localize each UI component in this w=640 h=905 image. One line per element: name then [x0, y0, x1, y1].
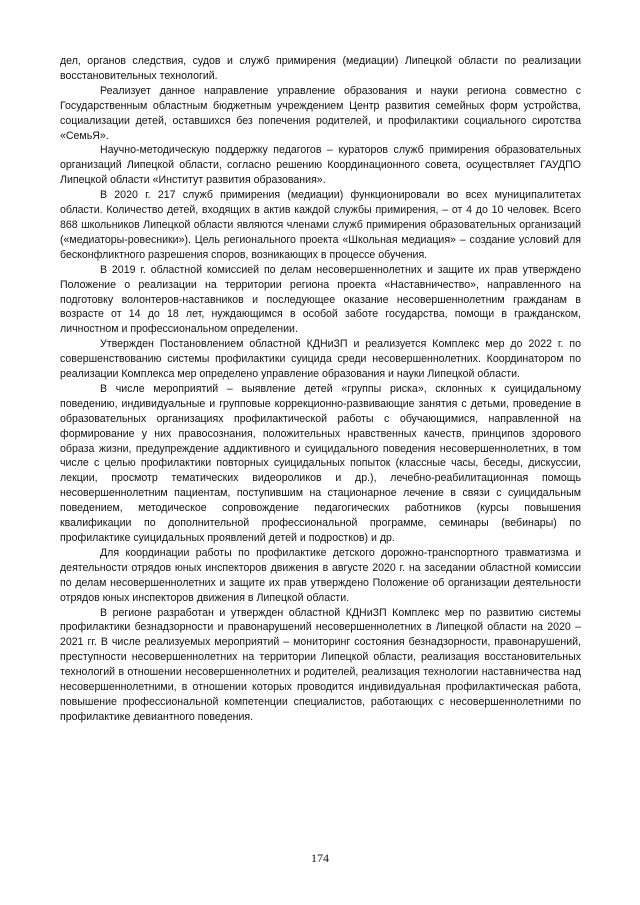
paragraph: В регионе разработан и утвержден областной КДНиЗП Комплекс мер по развитию системы профилактики безнадзорности и правонарушений несовершеннолетних в Липецкой области на 2020 – 2021 гг. В числе реализуемых мероприятий – мониторинг состояния безнадзорности, правонарушений, преступности несовершеннолетних на территории Липецкой области, реализация восстановительных технологий в отношении несовершеннолетних и родителей, реализация технологии наставничества над несовершеннолетними, в отношении которых проводится индивидуальная профилактическая работа, повышение профессиональной компетенции специалистов, работающих с несовершеннолетними по профилактике девиантного поведения.: [60, 606, 581, 723]
paragraph: В 2019 г. областной комиссией по делам несовершеннолетних и защите их прав утверждено Положение о реализации на территории региона проекта «Наставничество», направленного на подготовку волонтеров-наставников и последующее оказание несовершеннолетним гражданам в возрасте от 14 до 18 лет, нуждающимся в особой заботе государства, помощи в гражданском, личностном и профессиональном определении.: [60, 263, 581, 336]
paragraph: Для координации работы по профилактике детского дорожно-транспортного травматизма и деятельности отрядов юных инспекторов движения в августе 2020 г. на заседании областной комиссии по делам несовершеннолетних и защите их прав утверждено Положение об организации деятельности отрядов юных инспекторов движения в Липецкой области.: [60, 546, 581, 604]
paragraph: Реализует данное направление управление образования и науки региона совместно с Государственным областным бюджетным учреждением Центр развития семейных форм устройства, социализации детей, оставшихся без попечения родителей, и профилактики социального сиротства «СемьЯ».: [60, 84, 581, 142]
paragraph: В 2020 г. 217 служб примирения (медиации) функционировали во всех муниципалитетах области. Количество детей, входящих в актив каждой службы примирения, – от 4 до 10 человек. Всего 868 школьников Липецкой области являются членами служб примирения образовательных организаций («медиаторы-ровесники»). Цель регионального проекта «Школьная медиация» – создание условий для бесконфликтного разрешения споров, возникающих в процессе обучения.: [60, 189, 581, 261]
document-page: [60, 54, 581, 725]
paragraph: дел, органов следствия, судов и служб примирения (медиации) Липецкой области по реализации восстановительных технологий.: [60, 55, 581, 82]
paragraph: Научно-методическую поддержку педагогов – кураторов служб примирения образовательных организаций Липецкой области, согласно решению Координационного совета, осуществляет ГАУДПО Липецкой области «Институт развития образования».: [60, 144, 581, 187]
paragraph: Утвержден Постановлением областной КДНиЗП и реализуется Комплекс мер до 2022 г. по совершенствованию системы профилактики суицида среди несовершеннолетних. Координатором по реализации Комплекса мер определено управление образования и науки Липецкой области.: [60, 338, 581, 381]
paragraph: В числе мероприятий – выявление детей «группы риска», склонных к суицидальному поведению, индивидуальные и групповые коррекционно-развивающие занятия с детьми, проведение в образовательных организациях профилактической работы с обучающимися, направленной на формирование у них правосознания, положительных нравственных качеств, принципов здорового образа жизни, предупреждение аддиктивного и суицидального поведения несовершеннолетних, в том числе с целью профилактики повторных суицидальных попыток (классные часы, беседы, дискуссии, лекции, просмотр тематических видеороликов и др.), лечебно-реабилитационная помощь несовершеннолетним пациентам, поступившим на стационарное лечение в связи с суицидальным поведением, методическое сопровождение педагогических работников (курсы повышения квалификации по дополнительной профессиональной программе, семинары (вебинары) по профилактике суицидальных проявлений детей и подростков) и др.: [60, 382, 581, 544]
page-number: 174: [311, 851, 329, 865]
